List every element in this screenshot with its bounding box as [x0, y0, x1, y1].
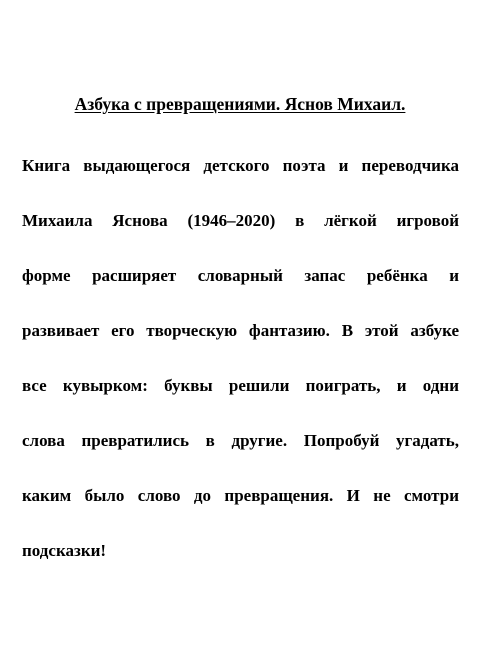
paragraph-line-7: каким было слово до превращения. И не смотри: [22, 486, 459, 505]
paragraph-line-5: все кувырком: буквы решили поиграть, и одни: [22, 376, 459, 395]
paragraph-line-8: подсказки!: [22, 541, 107, 560]
paragraph-line-2: Михаила Яснова (1946–2020) в лёгкой игровой: [22, 211, 459, 230]
paragraph-line-4: развивает его творческую фантазию. В этой азбуке: [22, 321, 459, 340]
paragraph-line-6: слова превратились в другие. Попробуй угадать,: [22, 431, 459, 450]
paragraph-line-3: форме расширяет словарный запас ребёнка и: [22, 266, 459, 285]
document-title: Азбука с превращениями. Яснов Михаил.: [74, 94, 406, 114]
paragraph-line-1: Книга выдающегося детского поэта и переводчика: [22, 156, 459, 175]
